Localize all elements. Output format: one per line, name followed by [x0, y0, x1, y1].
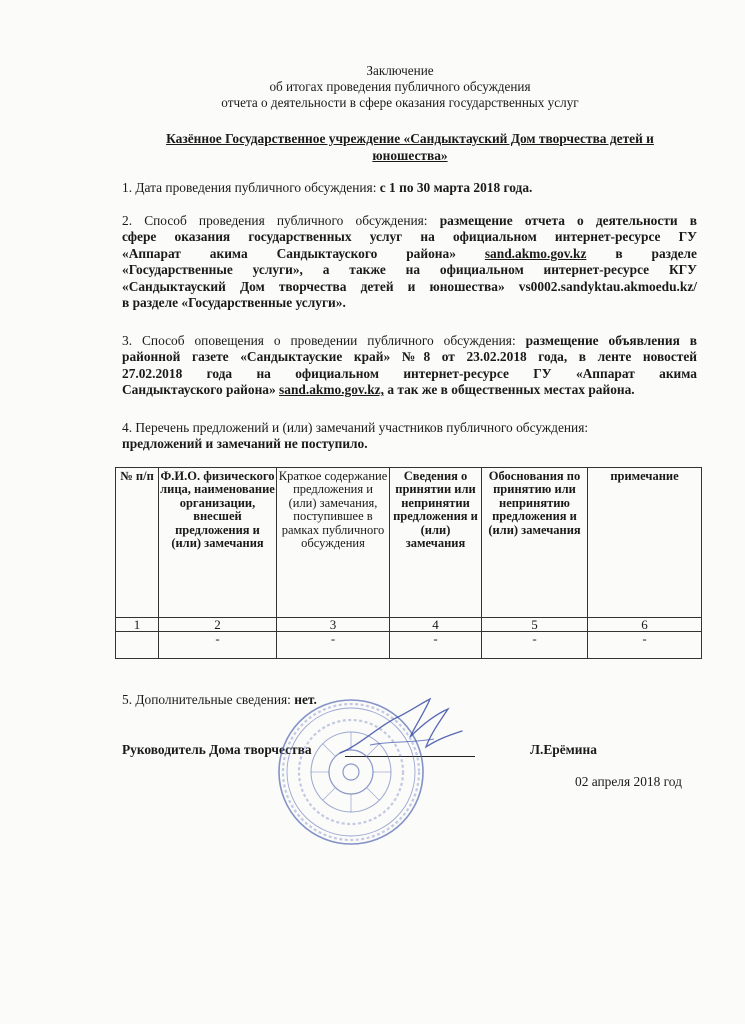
table-cell: 1: [116, 618, 159, 632]
header-title: Заключение: [366, 63, 434, 78]
organization-line-2: юношества»: [372, 148, 448, 163]
website-link-1[interactable]: sand.akmo.gov.kz: [484, 245, 587, 261]
column-header-name: Ф.И.О. физического лица, наименование организации, внесшей предложения и (или) замечания: [159, 468, 277, 618]
section-method-value-2: сфере оказания государственных услуг на официальном интернет-ресурсе ГУ: [122, 229, 697, 245]
proposals-table: [115, 467, 702, 659]
column-header-number: № п/п: [116, 468, 159, 618]
section-additional-label: 5. Дополнительные сведения:: [122, 692, 295, 707]
website-link-2[interactable]: sand.akmo.gov.kz,: [279, 382, 384, 398]
section-additional-value: нет.: [294, 692, 317, 707]
document-date: 02 апреля 2018 год: [575, 774, 682, 789]
column-header-note: примечание: [588, 468, 702, 618]
section-notification-value-4b: а так же в общественных местах района.: [383, 382, 635, 398]
table-cell: 4: [390, 618, 482, 632]
section-date-value: с 1 по 30 марта 2018 года.: [379, 180, 533, 195]
signatory-name: Л.Ерёмина: [530, 742, 597, 757]
document-header: [100, 63, 700, 111]
section-method-value-1: размещение отчета о деятельности в: [439, 213, 697, 228]
section-date: [122, 180, 697, 196]
table-cell: -: [482, 632, 588, 659]
section-notification-value-2: районной газете «Сандыктауские край» №8 от 23.02.2018 года, в ленте новостей: [122, 349, 697, 365]
section-method: [122, 213, 697, 311]
section-notification-value-1: размещение объявления в: [525, 333, 697, 348]
section-proposals-label: 4. Перечень предложений и (или) замечаний участников публичного обсуждения:: [122, 420, 589, 435]
column-header-justification: Обоснования по принятию или непринятию предложения и (или) замечания: [482, 468, 588, 618]
section-notification-value-4a: Сандыктауского района»: [122, 382, 280, 398]
table-cell: -: [588, 632, 702, 659]
table-cell: 3: [277, 618, 390, 632]
table-row: [116, 618, 702, 632]
signatory-title: Руководитель Дома творчества: [122, 742, 312, 757]
table-cell: -: [277, 632, 390, 659]
table-header-row: [116, 468, 702, 618]
organization-name: [120, 130, 700, 164]
section-method-value-6: в разделе «Государственные услуги».: [122, 295, 346, 311]
table-cell: -: [390, 632, 482, 659]
handwritten-signature-icon: [330, 695, 470, 765]
section-date-label: 1. Дата проведения публичного обсуждения:: [122, 180, 380, 195]
table-cell: 6: [588, 618, 702, 632]
section-method-value-3a: «Аппарат акима Сандыктауского района»: [122, 245, 485, 261]
section-method-value-4: «Государственные услуги», а также на официальном интернет-ресурсе КГУ: [122, 262, 697, 278]
section-method-value-3b: в разделе: [586, 245, 697, 261]
table-cell: 5: [482, 618, 588, 632]
section-method-value-5: «Сандыктауский Дом творчества детей и юношества» vs0002.sandyktau.akmoedu.kz/: [122, 278, 697, 294]
table-cell: [116, 632, 159, 659]
section-notification: [122, 333, 697, 399]
table-cell: -: [159, 632, 277, 659]
table-row: [116, 632, 702, 659]
table-cell: 2: [159, 618, 277, 632]
header-subtitle: об итогах проведения публичного обсуждения: [269, 79, 531, 94]
section-proposals-value: предложений и замечаний не поступило.: [122, 436, 368, 452]
organization-line-1: Казённое Государственное учреждение «Сандыктауский Дом творчества детей и: [166, 131, 654, 146]
section-notification-label: 3. Способ оповещения о проведении публичного обсуждения:: [122, 333, 526, 348]
section-method-label: 2. Способ проведения публичного обсуждения:: [122, 213, 440, 228]
section-notification-value-3: 27.02.2018 года на официальном интернет-ресурсе ГУ «Аппарат акима: [122, 365, 697, 381]
column-header-summary: Краткое содержание предложения и (или) замечания, поступившее в рамках публичного обсуждения: [277, 468, 390, 618]
section-proposals: [122, 420, 697, 453]
header-subtitle-2: отчета о деятельности в сфере оказания государственных услуг: [221, 95, 579, 110]
column-header-decision: Сведения о принятии или непринятии предложения и (или) замечания: [390, 468, 482, 618]
